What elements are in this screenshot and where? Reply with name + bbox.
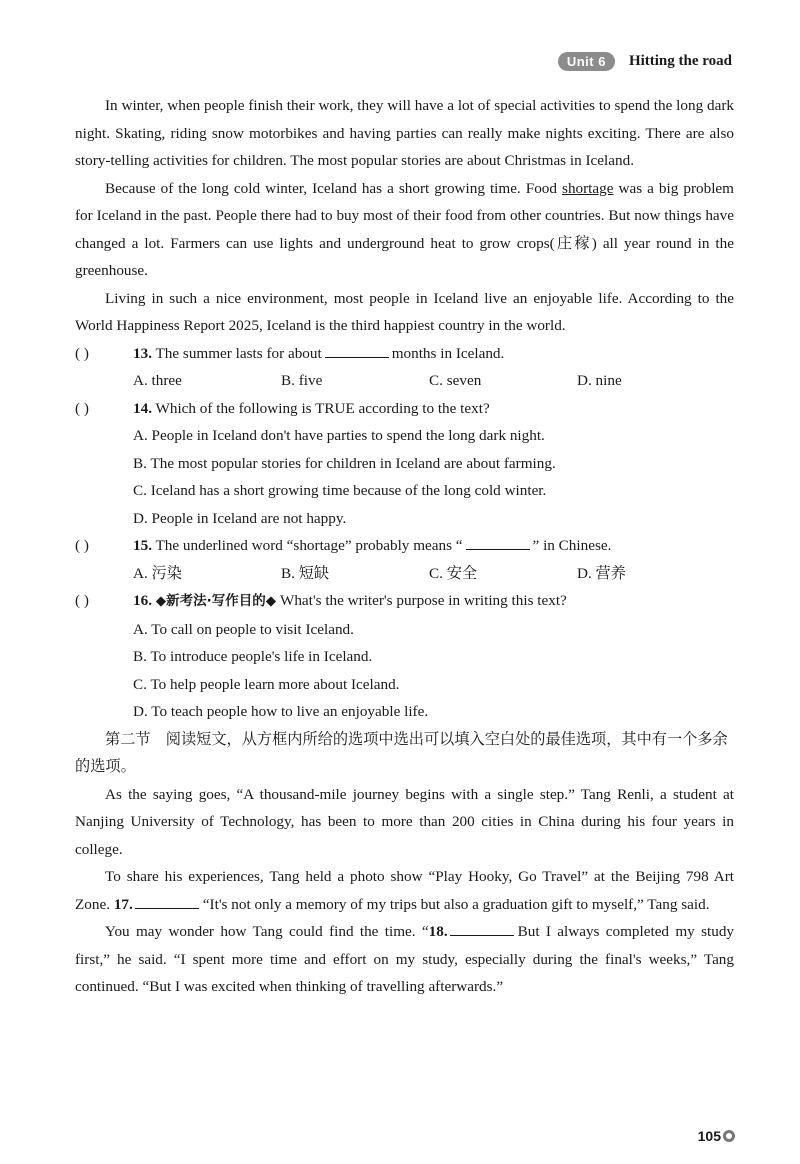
option-c: C. To help people learn more about Iceland. [133, 675, 400, 693]
option-d: D. To teach people how to live an enjoyable life. [133, 703, 429, 720]
passage-paragraph-2: Because of the long cold winter, Iceland has a short growing time. Food shortage was a big problem for Iceland in the past. People there had to buy most of their food from other countries. But now things have changed a lot. Farmers can use lights and underground heat to grow crops(庄稼) all year round in the greenhouse. [75, 179, 734, 279]
section-heading: 第二节 阅读短文，从方框内所给的选项中选出可以填入空白处的最佳选项，其中有一个多余的选项。 [75, 730, 728, 775]
question-14: ( ) 14. Which of the following is TRUE according to the text? [75, 395, 734, 423]
option-a: A. 污染 [133, 564, 182, 582]
option-b: B. 短缺 [281, 564, 330, 582]
question-13: ( ) 13. The summer lasts for about months in Iceland. [75, 340, 734, 368]
option-a: A. People in Iceland don't have parties to spend the long dark night. [133, 427, 545, 444]
option-a: A. To call on people to visit Iceland. [133, 620, 354, 638]
section2-paragraph-3: You may wonder how Tang could find the time. “18. But I always completed my study first,” he said. “I spent more time and effort on my study, especially during the final's weeks,” Tang continued. “But I was excited when thinking of travelling afterwards.” [75, 923, 735, 995]
question-15: ( ) 15. The underlined word “shortage” probably means “ ” in Chinese. [75, 532, 734, 560]
option-a: A. three [133, 372, 182, 389]
gap-number: 18. [428, 923, 448, 940]
passage-paragraph-3: Living in such a nice environment, most people in Iceland live an enjoyable life. According to the World Happiness Report 2025, Iceland is the third happiest country in the world. [75, 289, 734, 334]
answer-blank [135, 894, 199, 909]
page-content [75, 92, 734, 1001]
page-marker-icon [723, 1130, 735, 1142]
question-type-tag: ◆新考法·写作目的◆ [155, 593, 277, 609]
answer-bracket[interactable]: ( ) [75, 592, 89, 609]
option-d: D. People in Iceland are not happy. [133, 509, 347, 527]
section2-paragraph-2: To share his experiences, Tang held a photo show “Play Hooky, Go Travel” at the Beijing 798 Art Zone. 17. “It's not only a memory of my trips but also a graduation gift to myself,” Tang said. [75, 868, 734, 913]
option-b: B. five [281, 372, 323, 389]
answer-bracket[interactable]: ( ) [75, 399, 89, 417]
question-13-options [133, 367, 734, 395]
page-number: 105 [698, 1128, 735, 1144]
answer-bracket[interactable]: ( ) [75, 537, 89, 554]
question-16: ( ) 16. ◆新考法·写作目的◆ What's the writer's purpose in writing this text? [75, 587, 734, 616]
answer-blank [325, 343, 389, 358]
option-d: D. 营养 [577, 564, 626, 582]
answer-blank [466, 535, 530, 550]
page-header [558, 50, 732, 72]
unit-title: Hitting the road [628, 52, 732, 69]
answer-blank [450, 921, 514, 936]
passage-paragraph-1: In winter, when people finish their work, they will have a lot of special activities to spend the long dark night. Skating, riding snow motorbikes and having parties can really make nights exciting. There are also story-telling activities for children. The most popular stories are about Christmas in Iceland. [75, 97, 734, 169]
answer-bracket[interactable]: ( ) [75, 344, 89, 362]
section2-paragraph-1: As the saying goes, “A thousand-mile journey begins with a single step.” Tang Renli, a student at Nanjing University of Technology, has been to more than 200 cities in China during his four years in college. [75, 785, 734, 858]
option-b: B. To introduce people's life in Iceland. [133, 648, 373, 665]
option-c: C. seven [429, 372, 482, 389]
unit-badge: Unit 6 [558, 52, 615, 71]
gap-number: 17. [113, 895, 133, 913]
underlined-word: shortage [562, 179, 614, 197]
option-c: C. 安全 [429, 564, 478, 582]
option-d: D. nine [577, 372, 622, 389]
question-15-options [133, 560, 734, 588]
option-c: C. Iceland has a short growing time because of the long cold winter. [133, 482, 547, 499]
option-b: B. The most popular stories for children in Iceland are about farming. [133, 454, 556, 472]
